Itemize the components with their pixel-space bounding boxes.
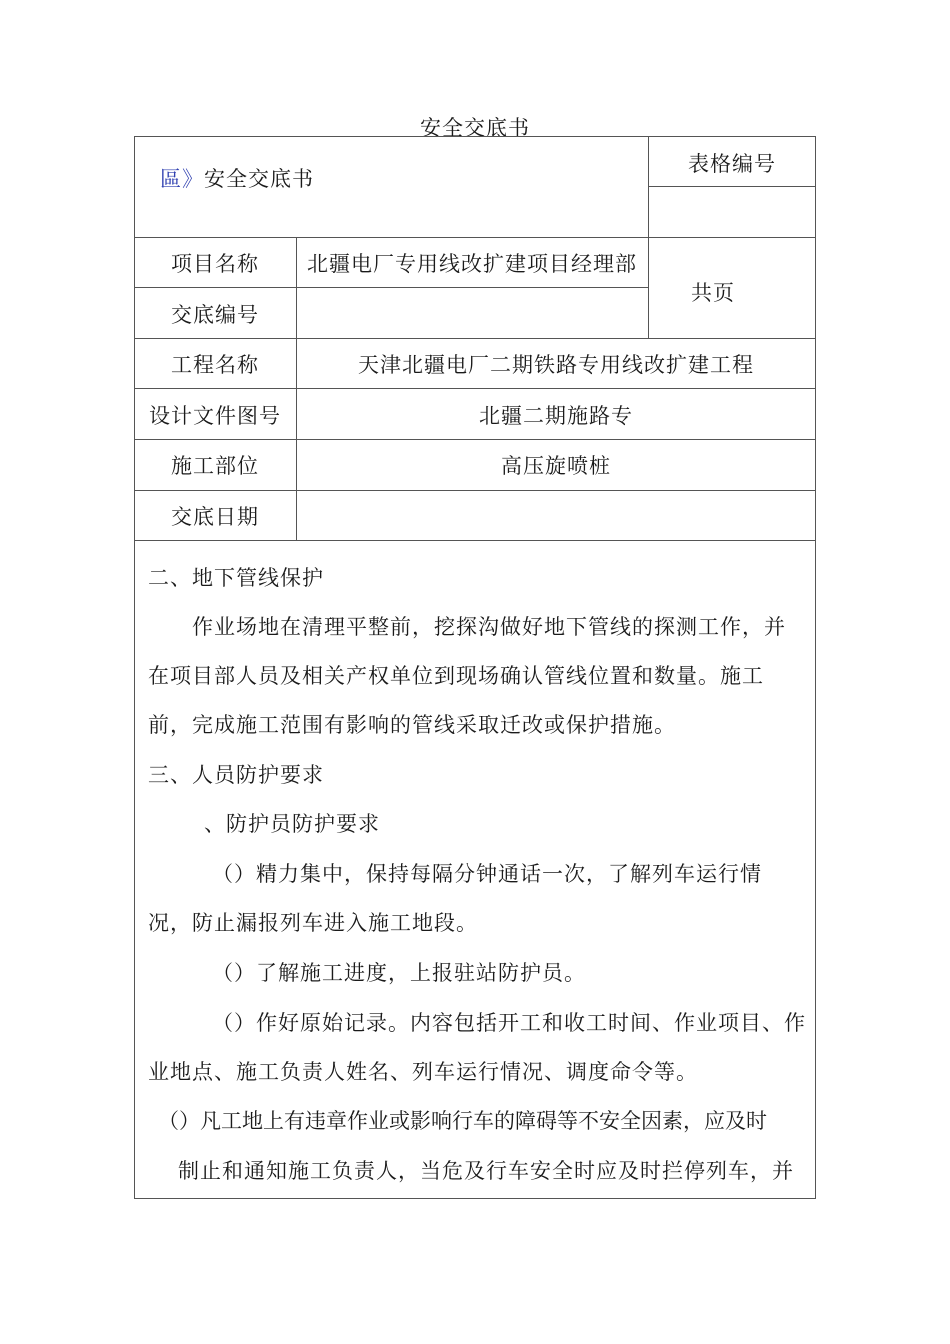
grid-line <box>134 439 816 440</box>
grid-line <box>648 186 816 187</box>
paragraph-line: 在项目部人员及相关产权单位到现场确认管线位置和数量。施工 <box>148 664 764 688</box>
grid-line <box>134 388 816 389</box>
page-title: 安全交底书 <box>420 116 530 140</box>
construction-part-label: 施工部位 <box>171 454 259 478</box>
paragraph-line: （）凡工地上有违章作业或影响行车的障碍等不安全因素，应及时 <box>158 1109 767 1133</box>
engineering-name-label: 工程名称 <box>171 353 259 377</box>
grid-line <box>134 237 816 238</box>
grid-line <box>134 338 816 339</box>
disclosure-date-label: 交底日期 <box>171 505 259 529</box>
paragraph-line: （）作好原始记录。内容包括开工和收工时间、作业项目、作 <box>212 1011 806 1035</box>
engineering-name-value: 天津北疆电厂二期铁路专用线改扩建工程 <box>358 353 754 377</box>
section-heading: 三、人员防护要求 <box>148 763 324 787</box>
project-name-label: 项目名称 <box>171 252 259 276</box>
paragraph-line: 作业场地在清理平整前，挖探沟做好地下管线的探测工作，并 <box>192 615 786 639</box>
grid-line <box>134 287 648 288</box>
paragraph-line: 前，完成施工范围有影响的管线采取迁改或保护措施。 <box>148 713 676 737</box>
subsection-heading: 、防护员防护要求 <box>204 812 380 836</box>
design-drawing-label: 设计文件图号 <box>149 404 281 428</box>
header-doc-name: 安全交底书 <box>204 167 314 191</box>
design-drawing-value: 北疆二期施路专 <box>479 404 633 428</box>
section-heading: 二、地下管线保护 <box>148 566 324 590</box>
logo-mark: 區》 <box>160 167 204 191</box>
grid-line <box>134 490 816 491</box>
paragraph-line: （）了解施工进度，上报驻站防护员。 <box>212 961 586 985</box>
paragraph-line: 况，防止漏报列车进入施工地段。 <box>148 911 478 935</box>
construction-part-value: 高压旋喷桩 <box>501 454 611 478</box>
form-number-label: 表格编号 <box>688 152 776 176</box>
disclosure-no-label: 交底编号 <box>171 303 259 327</box>
paragraph-line: （）精力集中，保持每隔分钟通话一次，了解列车运行情 <box>212 862 762 886</box>
header-title <box>160 163 314 193</box>
grid-line <box>134 540 816 541</box>
paragraph-line: 制止和通知施工负责人，当危及行车安全时应及时拦停列车，并 <box>178 1159 794 1183</box>
paragraph-line: 业地点、施工负责人姓名、列车运行情况、调度命令等。 <box>148 1060 698 1084</box>
page-count: 共页 <box>691 281 735 305</box>
grid-line <box>296 237 297 540</box>
project-name-value: 北疆电厂专用线改扩建项目经理部 <box>307 252 637 276</box>
